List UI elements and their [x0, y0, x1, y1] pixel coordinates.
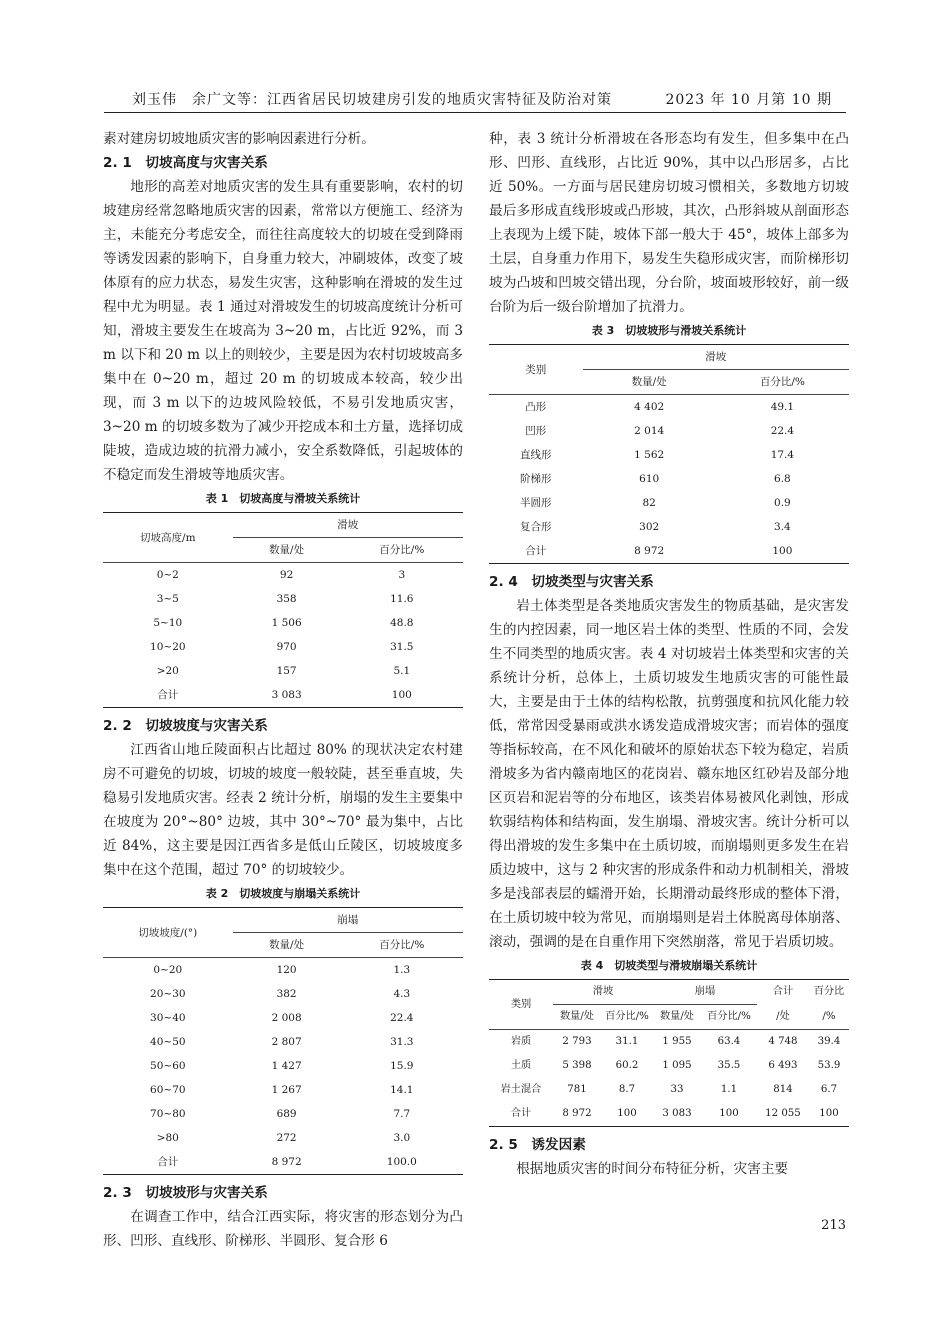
table-group-header: 滑坡	[583, 345, 849, 370]
table-cell: 100	[341, 683, 463, 708]
table-cell: 0~2	[156, 569, 179, 581]
table-header-cell: 数量/处	[233, 933, 341, 958]
table-cell: 40~50	[150, 1036, 186, 1048]
table-header-cell: 数量/处	[653, 1005, 701, 1030]
running-header	[104, 83, 846, 113]
table-header-cell: 类别	[489, 980, 553, 1030]
table-1-caption: 表 1 切坡高度与滑坡关系统计	[205, 492, 361, 505]
table-4-caption: 表 4 切坡类型与滑坡崩塌关系统计	[580, 959, 758, 972]
table-cell: 82	[642, 497, 656, 509]
paragraph: 在调查工作中，结合江西实际，将灾害的形态划分为凸形、凹形、直线形、阶梯形、半圆形、复合形 6	[103, 1209, 463, 1249]
table-cell: 合计	[489, 1102, 553, 1127]
table-row	[103, 611, 463, 635]
header-rule	[104, 112, 846, 113]
table-row	[489, 1078, 849, 1102]
table-cell: 6 493	[768, 1060, 798, 1071]
table-cell: 53.9	[817, 1060, 841, 1071]
paragraph: 岩土体类型是各类地质灾害发生的物质基础，是灾害发生的内控因素，同一地区岩土体的类型、性质的不同，会发生不同类型的地质灾害。表 4 对切坡岩土体类型和灾害的关系统计分析，总体上，土质切坡发生地质灾害的可能性最大，主要是由于土体的结构松散，抗剪强度和抗风化能力较低，常常因受暴雨或洪水诱发造成滑坡灾害；而岩体的强度等指标较高，在不风化和破坏的原始状态下较为稳定，岩质滑坡多为省内赣南地区的花岗岩、赣东地区红砂岩及部分地区页岩和泥岩等的分布地区，该类岩体易被风化剥蚀，形成软弱结构体和结构面，发生崩塌、滑坡灾害。统计分析可以得出滑坡的发生多集中在土质切坡，而崩塌则更多发生在岩质边坡中，这与 2 种灾害的形成条件和动力机制相关，滑坡多是浅部表层的蠕滑开始，长期滑动最终形成的整体下滑，在土质切坡中较为常见，而崩塌则是岩土体脱离母体崩落、滚动，强调的是在自重作用下突然崩落，常见于岩质切坡。	[489, 598, 849, 950]
table-cell: 8.7	[618, 1084, 636, 1095]
table-cell: 岩土混合	[500, 1084, 542, 1095]
table-group-header: 崩塌	[233, 908, 463, 933]
table-cell: 1 427	[271, 1060, 302, 1072]
section-heading-2-4: 2. 4 切坡类型与灾害关系	[489, 574, 654, 590]
table-row	[489, 539, 849, 564]
table-header-cell: 百分比/%	[716, 370, 849, 395]
table-cell: 970	[276, 641, 297, 653]
table-row	[103, 563, 463, 588]
table-header-cell: 数量/处	[553, 1005, 601, 1030]
table-cell: 5.1	[393, 665, 411, 677]
table-cell: 22.4	[770, 425, 795, 437]
table-cell: 2 014	[634, 425, 665, 437]
table-cell: 复合形	[520, 521, 552, 533]
table-cell: 689	[276, 1108, 297, 1120]
table-cell: 100	[716, 539, 849, 564]
table-header-cell: 百分比/%	[701, 1005, 757, 1030]
table-header-cell: 百分比/%	[341, 538, 463, 563]
table-cell: 302	[639, 521, 660, 533]
table-row	[103, 1150, 463, 1175]
table-cell: >20	[156, 665, 179, 677]
table-cell: 2 008	[271, 1012, 302, 1024]
table-row	[489, 515, 849, 539]
table-cell: 3 083	[653, 1102, 701, 1127]
table-cell: 1.1	[720, 1084, 738, 1095]
table-cell: 1 955	[662, 1036, 692, 1047]
table-row	[103, 1006, 463, 1030]
table-cell: 3 083	[233, 683, 341, 708]
table-cell: 60.2	[615, 1060, 639, 1071]
table-cell: 6.7	[820, 1084, 838, 1095]
table-cell: 凹形	[525, 425, 547, 437]
table-cell: 31.3	[390, 1036, 414, 1048]
table-header-cell: 百分比/%	[341, 933, 463, 958]
table-cell: 岩质	[510, 1036, 532, 1047]
table-cell: 48.8	[390, 617, 414, 629]
section-heading-2-1: 2. 1 切坡高度与灾害关系	[103, 155, 268, 171]
table-header-cell: 数量/处	[233, 538, 341, 563]
table-cell: 22.4	[390, 1012, 414, 1024]
table-cell: 70~80	[150, 1108, 186, 1120]
table-row	[489, 1054, 849, 1078]
table-cell: >80	[156, 1132, 179, 1144]
table-cell: 272	[276, 1132, 297, 1144]
table-cell: 合计	[103, 1150, 233, 1175]
table-cell: 30~40	[150, 1012, 186, 1024]
table-cell: 1.3	[393, 964, 411, 976]
table-cell: 6.8	[774, 473, 791, 485]
table-cell: 35.5	[717, 1060, 741, 1071]
table-cell: 11.6	[390, 593, 414, 605]
table-row	[103, 1030, 463, 1054]
table-row	[103, 1054, 463, 1078]
table-group-header: 滑坡	[553, 980, 653, 1005]
table-group-header: 崩塌	[653, 980, 757, 1005]
table-2	[103, 907, 463, 1175]
table-header-cell: 数量/处	[583, 370, 716, 395]
table-1	[103, 512, 463, 708]
table-cell: 4 402	[634, 401, 665, 413]
table-group-header: 滑坡	[233, 513, 463, 538]
table-cell: 10~20	[150, 641, 186, 653]
left-column	[103, 127, 463, 1253]
page-number: 213	[821, 1218, 846, 1233]
table-cell: 合计	[489, 539, 583, 564]
table-row	[489, 491, 849, 515]
table-cell: 4.3	[393, 988, 411, 1000]
section-heading-2-5: 2. 5 诱发因素	[489, 1137, 586, 1153]
table-row	[489, 419, 849, 443]
table-cell: 0.9	[774, 497, 791, 509]
table-header-cell: 合计	[757, 980, 809, 1005]
table-cell: 半圆形	[520, 497, 552, 509]
table-row	[489, 467, 849, 491]
table-cell: 3.0	[393, 1132, 411, 1144]
table-cell: 3.4	[774, 521, 791, 533]
table-3-caption: 表 3 切坡坡形与滑坡关系统计	[591, 324, 747, 337]
table-cell: 4 748	[768, 1036, 798, 1047]
table-row	[103, 958, 463, 983]
table-row	[103, 1078, 463, 1102]
table-cell: 31.1	[615, 1036, 639, 1047]
table-cell: 土质	[510, 1060, 532, 1071]
table-cell: 781	[567, 1084, 587, 1095]
table-row	[103, 659, 463, 683]
right-column	[489, 127, 849, 1181]
table-header-cell: /处	[757, 1005, 809, 1030]
table-cell: 100	[809, 1102, 849, 1127]
table-cell: 阶梯形	[520, 473, 552, 485]
table-cell: 382	[276, 988, 297, 1000]
table-cell: 8 972	[583, 539, 716, 564]
table-cell: 7.7	[393, 1108, 411, 1120]
table-cell: 92	[279, 569, 294, 581]
table-cell: 12 055	[757, 1102, 809, 1127]
table-cell: 100	[601, 1102, 653, 1127]
table-cell: 1 267	[271, 1084, 302, 1096]
table-cell: 8 972	[233, 1150, 341, 1175]
table-cell: 31.5	[390, 641, 414, 653]
table-cell: 1 095	[662, 1060, 692, 1071]
table-row	[103, 1102, 463, 1126]
table-cell: 60~70	[150, 1084, 186, 1096]
table-row	[489, 1030, 849, 1055]
table-cell: 0~20	[153, 964, 183, 976]
table-cell: 3	[398, 569, 406, 581]
table-cell: 100	[701, 1102, 757, 1127]
header-authors-title: 刘玉伟 余广文等：江西省居民切坡建房引发的地质灾害特征及防治对策	[132, 92, 612, 108]
table-header-cell: 类别	[489, 345, 583, 395]
table-cell: 33	[670, 1084, 684, 1095]
table-cell: 1 562	[634, 449, 665, 461]
table-cell: 120	[276, 964, 297, 976]
table-cell: 5~10	[153, 617, 183, 629]
table-cell: 358	[276, 593, 297, 605]
table-cell: 100.0	[341, 1150, 463, 1175]
table-cell: 3~5	[156, 593, 179, 605]
paragraph: 地形的高差对地质灾害的发生具有重要影响，农村的切坡建房经常忽略地质灾害的因素，常常以方便施工、经济为主，未能充分考虑安全，而往往高度较大的切坡在受到降雨等诱发因素的影响下，自身重力较大，冲刷坡体，改变了坡体原有的应力状态，易发生灾害，这种影响在滑坡的发生过程中尤为明显。表 1 通过对滑坡发生的切坡高度统计分析可知，滑坡主要发生在坡高为 3~20 m，占比近 92%，而 3 m 以下和 20 m 以上的则较少，主要是因为农村切坡坡高多集中在 0~20 m，超过 20 m 的切坡成本较高，较少出现，而 3 m 以下的边坡风险较低，不易引发地质灾害，3~20 m 的切坡多数为了减少开挖成本和土方量，选择切成陡坡，造成边坡的抗滑力减小，安全系数降低，引起坡体的不稳定而发生滑坡等地质灾害。	[103, 179, 463, 483]
table-cell: 610	[639, 473, 660, 485]
table-row	[489, 1102, 849, 1127]
table-row	[103, 683, 463, 708]
paragraph: 根据地质灾害的时间分布特征分析，灾害主要	[516, 1161, 789, 1177]
table-cell: 814	[773, 1084, 793, 1095]
table-cell: 17.4	[770, 449, 795, 461]
table-row	[103, 982, 463, 1006]
table-cell: 15.9	[390, 1060, 414, 1072]
paragraph: 种，表 3 统计分析滑坡在各形态均有发生，但多集中在凸形、凹形、直线形，占比近 90%，其中以凸形居多，占比近 50%。一方面与居民建房切坡习惯相关，多数地方切坡最后多形成直线形坡或凸形坡，其次，凸形斜坡从剖面形态上表现为上缓下陡，坡体下部一般大于 45°，坡体上部多为土层，自身重力作用下，易发生失稳形成灾害，而阶梯形切坡为凸坡和凹坡交错出现，分台阶，坡面坡形较好，前一级台阶为后一级台阶增加了抗滑力。	[489, 131, 849, 315]
table-cell: 157	[276, 665, 297, 677]
section-heading-2-2: 2. 2 切坡坡度与灾害关系	[103, 718, 268, 734]
table-row	[489, 443, 849, 467]
header-issue-date: 2023 年 10 月第 10 期	[665, 92, 832, 108]
table-2-caption: 表 2 切坡坡度与崩塌关系统计	[205, 887, 361, 900]
table-header-cell: 切坡坡度/(°)	[103, 908, 233, 958]
table-cell: 合计	[103, 683, 233, 708]
table-row	[103, 587, 463, 611]
table-row	[103, 1126, 463, 1150]
table-cell: 49.1	[770, 401, 795, 413]
table-cell: 1 506	[271, 617, 302, 629]
paragraph: 江西省山地丘陵面积占比超过 80% 的现状决定农村建房不可避免的切坡，切坡的坡度一般较陡，甚至垂直坡，失稳易引发地质灾害。经表 2 统计分析，崩塌的发生主要集中在坡度为 20°~80° 边坡，其中 30°~70° 最为集中，占比近 84%，这主要是因江西省多是低山丘陵区，切坡坡度多集中在这个范围，超过 70° 的切坡较少。	[103, 742, 463, 878]
table-header-cell: 百分比	[809, 980, 849, 1005]
section-heading-2-3: 2. 3 切坡坡形与灾害关系	[103, 1185, 268, 1201]
table-cell: 63.4	[717, 1036, 741, 1047]
table-cell: 凸形	[525, 401, 547, 413]
table-header-cell: /%	[809, 1005, 849, 1030]
table-row	[103, 635, 463, 659]
paragraph: 素对建房切坡地质灾害的影响因素进行分析。	[103, 131, 375, 147]
table-cell: 14.1	[390, 1084, 414, 1096]
table-header-cell: 百分比/%	[601, 1005, 653, 1030]
table-cell: 2 793	[562, 1036, 592, 1047]
table-cell: 5 398	[562, 1060, 592, 1071]
table-header-cell: 切坡高度/m	[103, 513, 233, 563]
table-cell: 39.4	[817, 1036, 841, 1047]
table-4	[489, 979, 849, 1127]
table-cell: 8 972	[553, 1102, 601, 1127]
table-cell: 50~60	[150, 1060, 186, 1072]
table-cell: 2 807	[271, 1036, 302, 1048]
table-row	[489, 395, 849, 420]
table-cell: 直线形	[520, 449, 552, 461]
table-cell: 20~30	[150, 988, 186, 1000]
table-3	[489, 344, 849, 564]
